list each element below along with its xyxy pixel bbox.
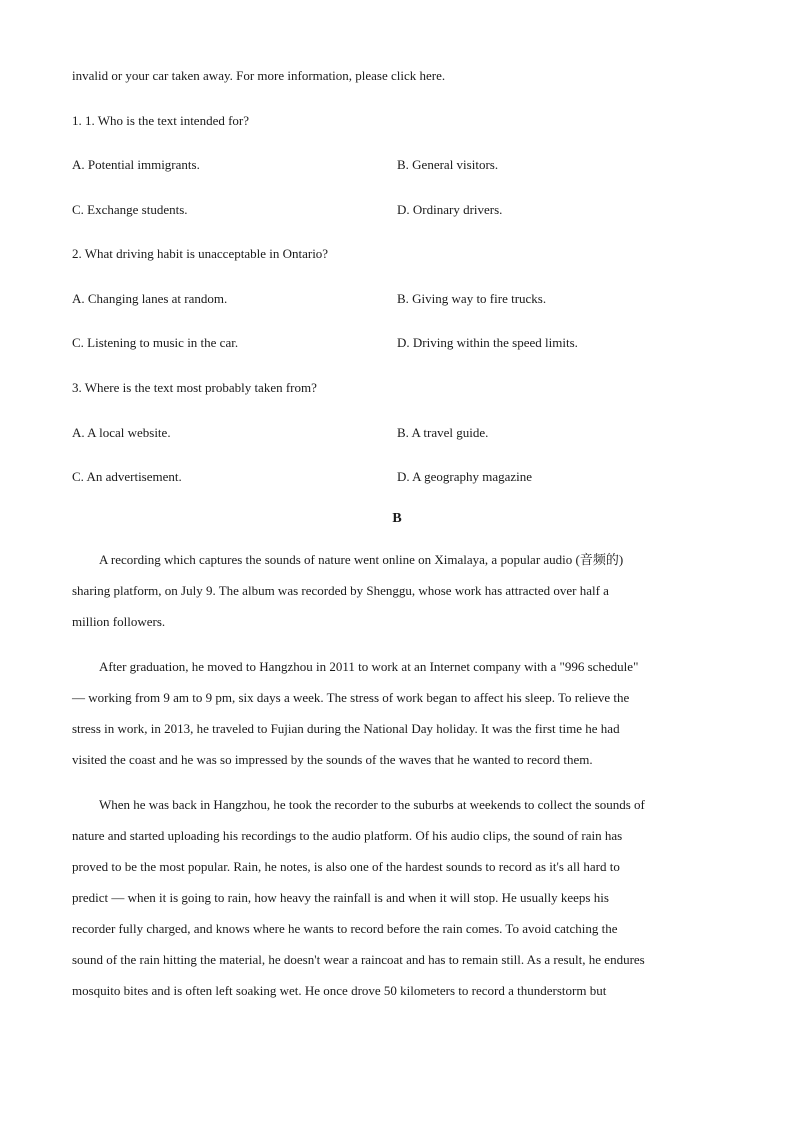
option-b: B. General visitors. [397,157,499,172]
intro-line: invalid or your car taken away. For more information, please click here. [72,68,446,83]
question-stem: 2. What driving habit is unacceptable in Ontario? [72,246,329,261]
option-b: B. Giving way to fire trucks. [397,291,547,306]
question-stem: 3. Where is the text most probably taken from? [72,380,317,395]
paragraph-line: mosquito bites and is often left soaking wet. He once drove 50 kilometers to record a thunderstorm but [72,983,607,998]
option-a: A. Potential immigrants. [72,157,200,172]
section-title: B [392,511,402,526]
option-a: A. Changing lanes at random. [72,291,228,306]
paragraph-line: sound of the rain hitting the material, he doesn't wear a raincoat and has to remain still. As a result, he endures [72,952,645,967]
paragraph-line: — working from 9 am to 9 pm, six days a week. The stress of work began to affect his sleep. To relieve the [72,690,630,705]
option-c: C. An advertisement. [72,469,182,484]
paragraph-line: recorder fully charged, and knows where he wants to record before the rain comes. To avoid catching the [72,921,618,936]
option-a: A. A local website. [72,425,171,440]
option-d: D. Driving within the speed limits. [397,335,578,350]
paragraph-line: After graduation, he moved to Hangzhou in 2011 to work at an Internet company with a "996 schedule" [99,659,639,674]
option-b: B. A travel guide. [397,425,489,440]
paragraph-line: sharing platform, on July 9. The album was recorded by Shenggu, whose work has attracted over half a [72,583,609,598]
option-d: D. A geography magazine [397,469,533,484]
question-stem: 1. 1. Who is the text intended for? [72,113,250,128]
paragraph-line: When he was back in Hangzhou, he took the recorder to the suburbs at weekends to collect the sounds of [99,797,645,812]
option-c: C. Exchange students. [72,202,188,217]
paragraph-line: A recording which captures the sounds of nature went online on Ximalaya, a popular audio (音频的) [99,552,624,567]
paragraph-line: proved to be the most popular. Rain, he notes, is also one of the hardest sounds to record as it's all hard to [72,859,620,874]
paragraph-line: visited the coast and he was so impressed by the sounds of the waves that he wanted to record them. [72,752,593,767]
paragraph-line: stress in work, in 2013, he traveled to Fujian during the National Day holiday. It was the first time he had [72,721,620,736]
option-c: C. Listening to music in the car. [72,335,239,350]
paragraph-line: million followers. [72,614,166,629]
paragraph-line: nature and started uploading his recordings to the audio platform. Of his audio clips, the sound of rain has [72,828,623,843]
paragraph-line: predict — when it is going to rain, how heavy the rainfall is and when it will stop. He usually keeps his [72,890,609,905]
option-d: D. Ordinary drivers. [397,202,503,217]
